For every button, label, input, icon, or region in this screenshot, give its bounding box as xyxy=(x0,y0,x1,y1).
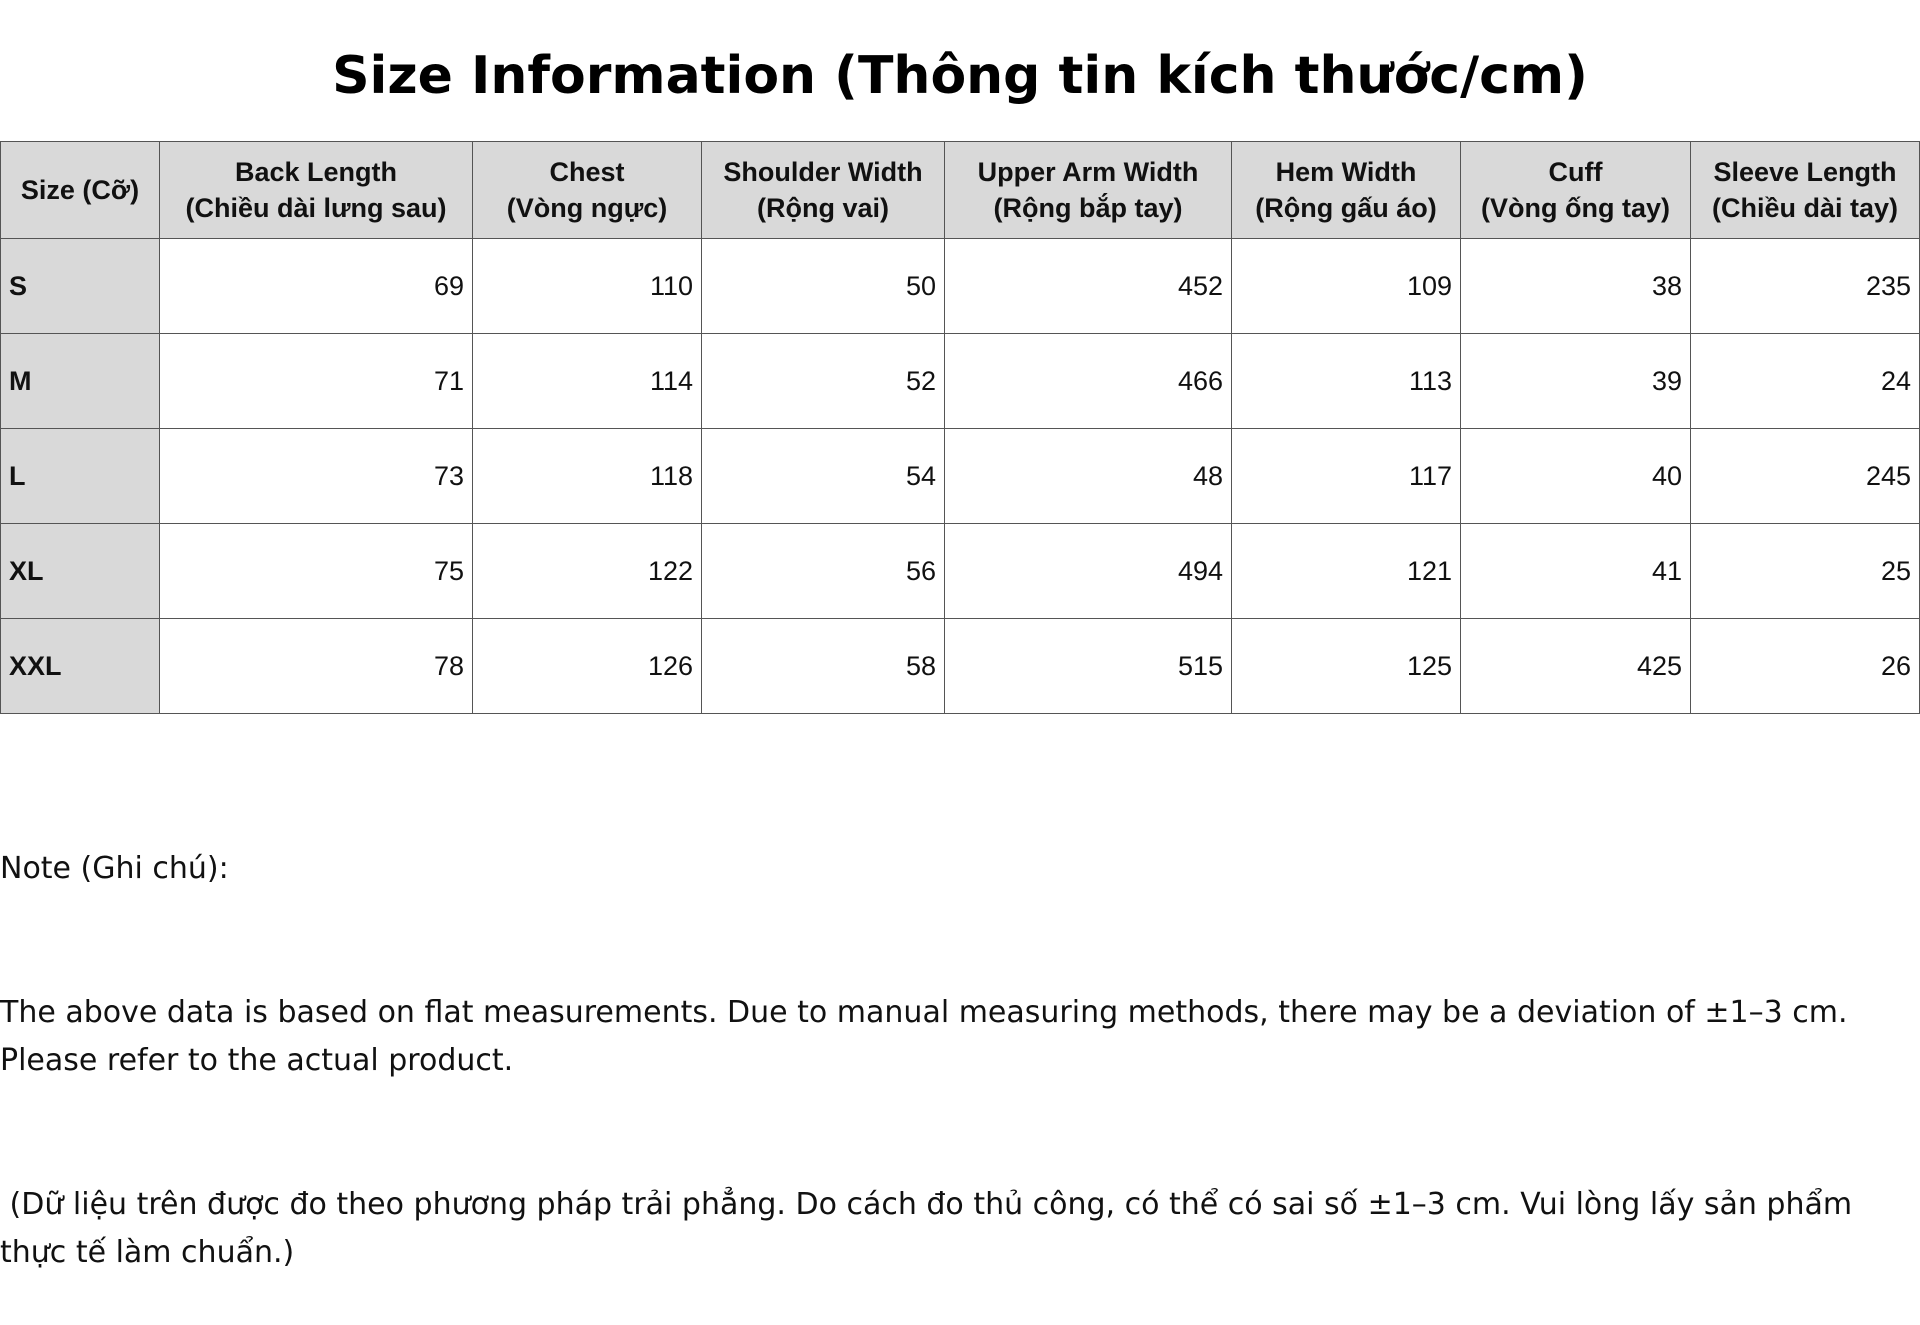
note-vietnamese-text: (Dữ liệu trên được đo theo phương pháp trải phẳng. Do cách đo thủ công, có thể có sai số ±1–3 cm. Vui lòng lấy sản phẩm thực tế làm chuẩn.) xyxy=(0,1187,1862,1270)
header-label: Hem Width xyxy=(1275,157,1417,187)
size-label: M xyxy=(1,334,160,429)
table-cell: 48 xyxy=(945,429,1232,524)
header-size xyxy=(1,142,160,239)
table-cell: 50 xyxy=(702,239,945,334)
table-cell: 110 xyxy=(473,239,702,334)
size-label: XL xyxy=(1,524,160,619)
size-label: XXL xyxy=(1,619,160,714)
table-cell: 26 xyxy=(1691,619,1920,714)
table-cell: 425 xyxy=(1461,619,1691,714)
header-hem-width xyxy=(1232,142,1461,239)
table-row xyxy=(1,619,1920,714)
table-cell: 40 xyxy=(1461,429,1691,524)
table-cell: 75 xyxy=(160,524,473,619)
table-cell: 24 xyxy=(1691,334,1920,429)
table-cell: 39 xyxy=(1461,334,1691,429)
table-cell: 71 xyxy=(160,334,473,429)
header-sublabel: (Rộng bắp tay) xyxy=(993,193,1183,223)
table-cell: 452 xyxy=(945,239,1232,334)
table-cell: 78 xyxy=(160,619,473,714)
table-cell: 38 xyxy=(1461,239,1691,334)
header-label: Cuff xyxy=(1548,157,1603,187)
header-sublabel: (Vòng ống tay) xyxy=(1481,193,1670,223)
header-label: Back Length xyxy=(234,157,398,187)
table-cell: 122 xyxy=(473,524,702,619)
table-row xyxy=(1,239,1920,334)
table-cell: 109 xyxy=(1232,239,1461,334)
table-cell: 54 xyxy=(702,429,945,524)
header-sublabel: (Chiều dài lưng sau) xyxy=(185,193,447,223)
table-cell: 494 xyxy=(945,524,1232,619)
table-cell: 69 xyxy=(160,239,473,334)
header-sublabel: (Rộng gấu áo) xyxy=(1255,193,1437,223)
note-heading: Note (Ghi chú): xyxy=(0,851,229,886)
header-shoulder-width xyxy=(702,142,945,239)
note-section xyxy=(0,749,1910,1325)
table-cell: 41 xyxy=(1461,524,1691,619)
header-sleeve-length xyxy=(1691,142,1920,239)
size-table xyxy=(0,141,1920,714)
table-header-row xyxy=(1,142,1920,239)
table-cell: 125 xyxy=(1232,619,1461,714)
header-label: Size (Cỡ) xyxy=(20,175,140,205)
header-label: Chest xyxy=(549,157,625,187)
table-cell: 515 xyxy=(945,619,1232,714)
header-sublabel: (Vòng ngực) xyxy=(506,193,668,223)
table-cell: 56 xyxy=(702,524,945,619)
note-english-text: The above data is based on flat measurements. Due to manual measuring methods, there may be a deviation of ±1–3 cm. Please refer to the actual product. xyxy=(0,995,1858,1078)
table-cell: 114 xyxy=(473,334,702,429)
table-cell: 466 xyxy=(945,334,1232,429)
table-cell: 121 xyxy=(1232,524,1461,619)
page-title: Size Information (Thông tin kích thước/cm) xyxy=(332,46,1588,106)
header-sublabel: (Rộng vai) xyxy=(757,193,889,223)
header-label: Shoulder Width xyxy=(723,157,923,187)
table-row xyxy=(1,334,1920,429)
header-cuff xyxy=(1461,142,1691,239)
header-label: Sleeve Length xyxy=(1713,157,1897,187)
header-upper-arm-width xyxy=(945,142,1232,239)
table-cell: 113 xyxy=(1232,334,1461,429)
table-row xyxy=(1,429,1920,524)
table-cell: 25 xyxy=(1691,524,1920,619)
table-cell: 118 xyxy=(473,429,702,524)
size-label: S xyxy=(1,239,160,334)
table-cell: 245 xyxy=(1691,429,1920,524)
table-cell: 235 xyxy=(1691,239,1920,334)
header-sublabel: (Chiều dài tay) xyxy=(1711,193,1899,223)
table-cell: 58 xyxy=(702,619,945,714)
table-cell: 52 xyxy=(702,334,945,429)
table-cell: 117 xyxy=(1232,429,1461,524)
header-chest xyxy=(473,142,702,239)
table-row xyxy=(1,524,1920,619)
table-cell: 126 xyxy=(473,619,702,714)
header-back-length xyxy=(160,142,473,239)
table-cell: 73 xyxy=(160,429,473,524)
header-label: Upper Arm Width xyxy=(977,157,1199,187)
size-label: L xyxy=(1,429,160,524)
